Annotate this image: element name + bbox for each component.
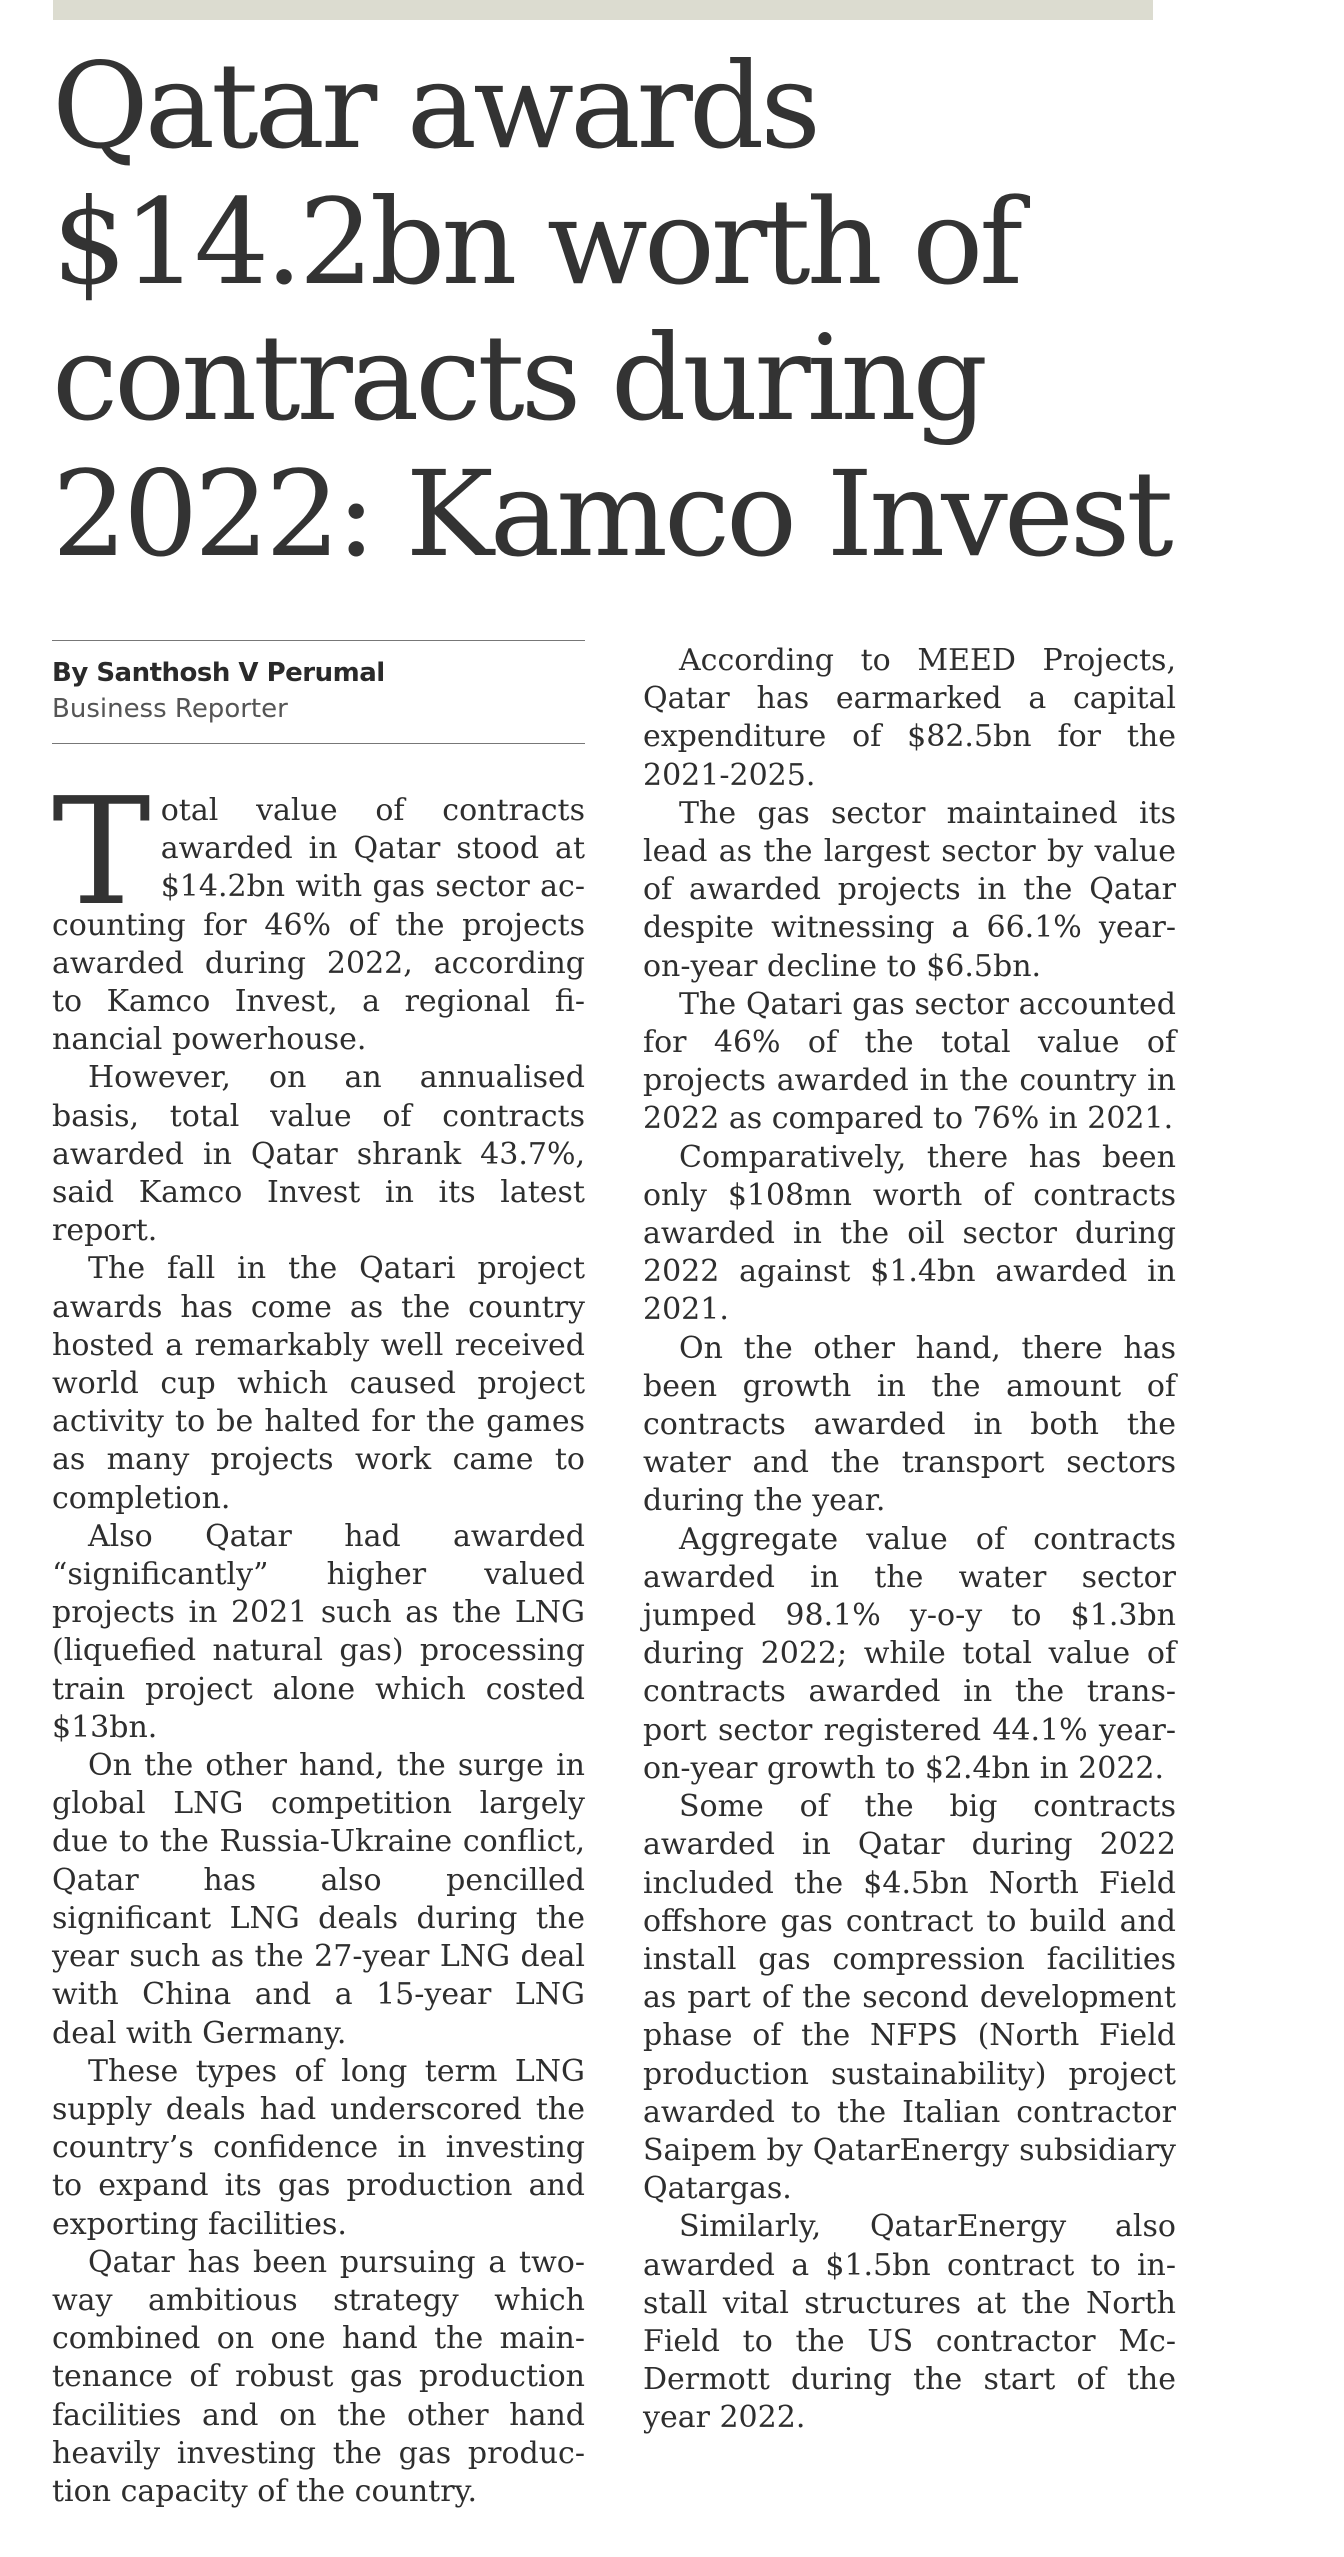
article-paragraph: The gas sector maintained its lead as the largest sector by value of awarded projects in the Qatar despite witnessing a 66.1% year-on-year decline to $6.5bn. (643, 795, 1176, 984)
top-accent-bar (53, 0, 1153, 20)
byline-box (52, 640, 585, 744)
article-paragraph: These types of long term LNG supply deals had underscored the country’s confidence in investing to expand its gas production and exporting facilities. (52, 2053, 585, 2242)
article-column-left (52, 640, 585, 2511)
article-paragraph: On the other hand, there has been growth in the amount of contracts awarded in both the water and the transport sectors during the year. (643, 1330, 1176, 1519)
article-paragraph-text: otal value of contracts awarded in Qatar stood at $14.2bn with gas sector accounting for 46% of the projects awarded during 2022, according to Kamco Invest, a regional financial powerhouse. (52, 793, 585, 1058)
article-paragraph (52, 766, 585, 1059)
article-paragraph: On the other hand, the surge in global LNG competition largely due to the Russia-Ukraine conflict, Qatar has also pencilled significant LNG deals during the year such as the 27-year LNG deal with China and a 15-year LNG deal with Germany. (52, 1748, 585, 2051)
article-column-right (643, 642, 1176, 2438)
article-paragraph: Comparatively, there has been only $108mn worth of contracts awarded in the oil sector during 2022 against $1.4bn awarded in 2021. (643, 1139, 1176, 1328)
article-paragraph: The fall in the Qatari project awards has come as the country hosted a remarkably well received world cup which caused project activity to be halted for the games as many projects work came to completion. (52, 1251, 585, 1516)
article-paragraph: According to MEED Projects, Qatar has earmarked a capital expenditure of $82.5bn for the 2021-2025. (643, 643, 1176, 793)
headline-line: $14.2bn worth of (52, 173, 1019, 311)
article-paragraph: The Qatari gas sector accounted for 46% of the total value of projects awarded in the country in 2022 as compared to 76% in 2021. (643, 986, 1176, 1137)
article-paragraph: Aggregate value of contracts awarded in the water sector jumped 98.1% y-o-y to $1.3bn during 2022; while total value of contracts awarded in the transport sector registered 44.1% year-on-year growth to $2.4bn in 2022. (643, 1521, 1176, 1786)
article-paragraph: However, on an annualised basis, total value of contracts awarded in Qatar shrank 43.7%, said Kamco Invest in its latest report. (52, 1060, 585, 1249)
article-paragraph: Also Qatar had awarded “significantly” higher valued projects in 2021 such as the LNG (liquefied natural gas) processing train project alone which costed $13bn. (52, 1518, 585, 1745)
drop-cap: T (52, 766, 151, 938)
article-paragraph: Qatar has been pursuing a two-way ambitious strategy which combined on one hand the maintenance of robust gas production facilities and on the other hand heavily investing the gas production capacity of the country. (52, 2244, 585, 2509)
headline-line: contracts during (52, 309, 985, 447)
byline-role: Business Reporter (52, 694, 288, 724)
headline-line: Qatar awards (52, 37, 817, 175)
article-paragraph: Similarly, QatarEnergy also awarded a $1.5bn contract to install vital structures at the North Field to the US contractor McDermott during the start of the year 2022. (643, 2209, 1176, 2436)
article-paragraph: Some of the big contracts awarded in Qatar during 2022 included the $4.5bn North Field offshore gas contract to build and install gas compression facilities as part of the second development phase of the NFPS (North Field production sustainability) project awarded to the Italian contractor Saipem by QatarEnergy subsidiary Qatargas. (643, 1789, 1176, 2207)
byline-author: By Santhosh V Perumal (52, 658, 385, 688)
headline (52, 38, 1202, 582)
headline-line: 2022: Kamco Invest (52, 445, 1170, 583)
